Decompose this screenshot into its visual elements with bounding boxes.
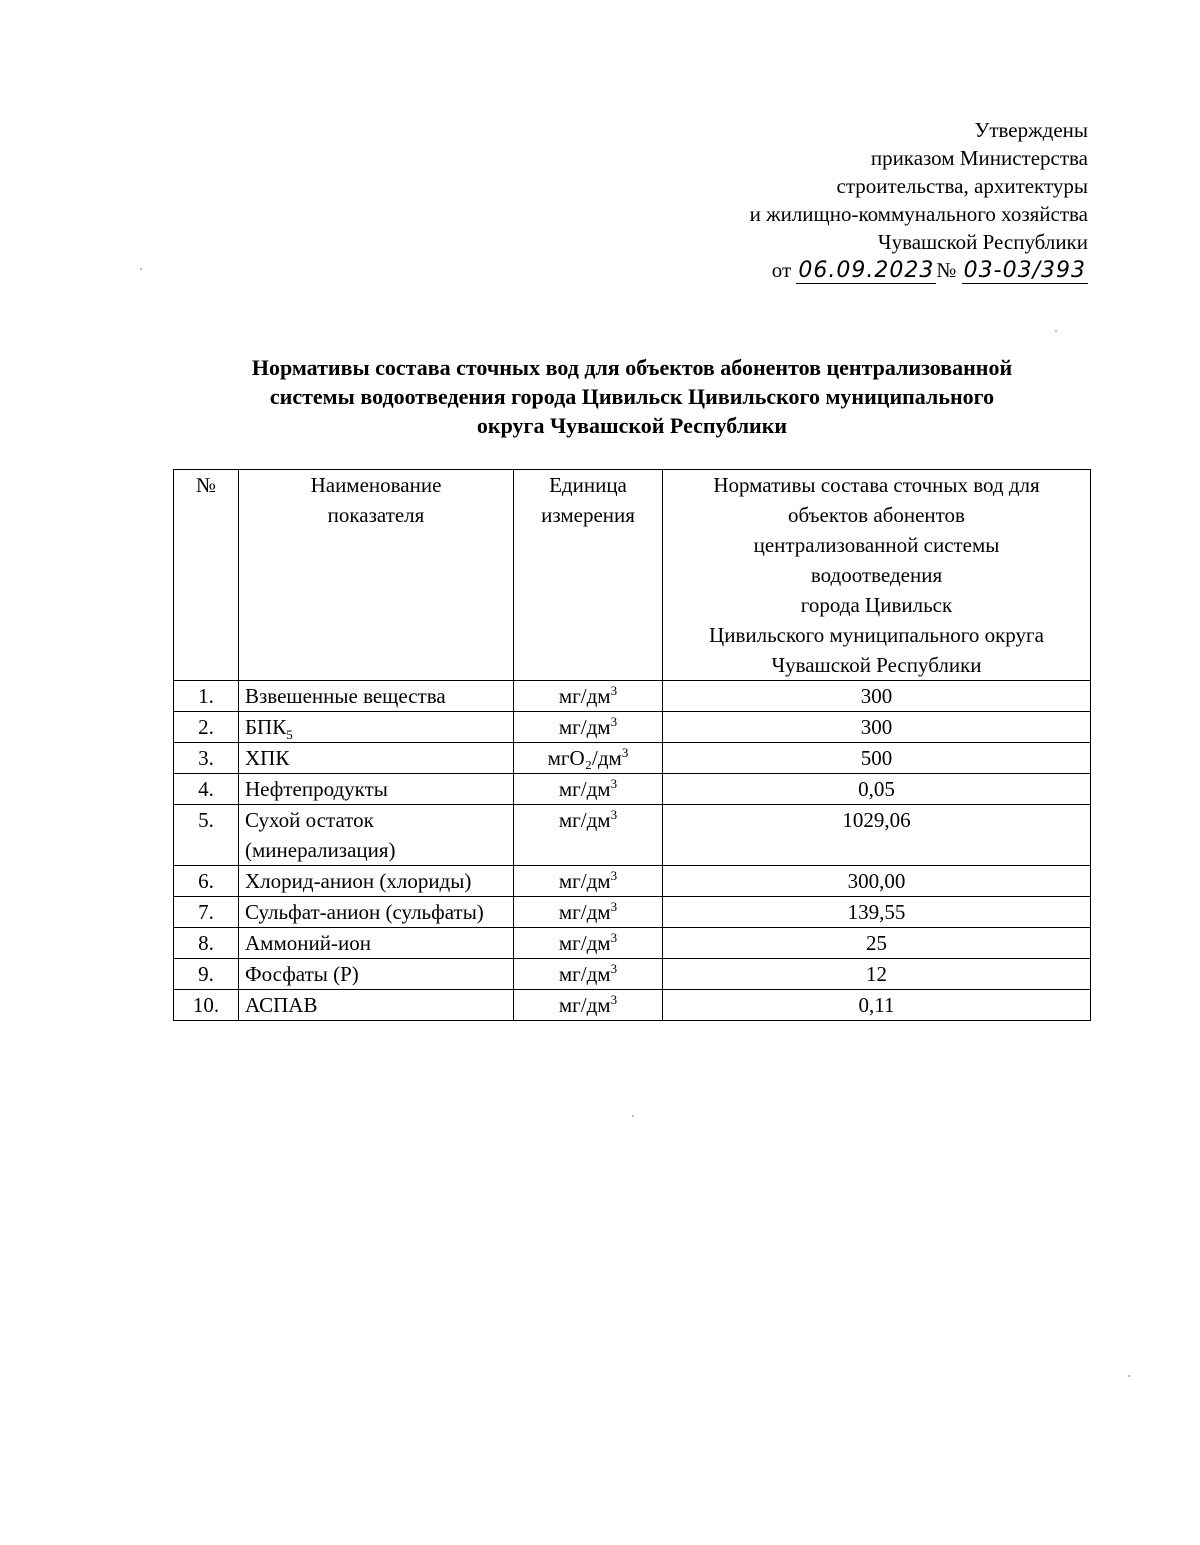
row-name [239, 990, 514, 1021]
row-value: 0,05 [663, 774, 1091, 805]
row-unit [514, 805, 663, 866]
number-prefix: № [936, 258, 957, 282]
header-norm [663, 470, 1091, 681]
row-value: 300 [663, 681, 1091, 712]
header-norm-line: Чувашской Республики [771, 653, 982, 677]
row-name-text: АСПАВ [245, 993, 318, 1017]
header-norm-line: водоотведения [810, 563, 943, 587]
row-unit [514, 712, 663, 743]
row-name [239, 681, 514, 712]
row-unit-superscript: 3 [610, 868, 618, 883]
row-unit [514, 866, 663, 897]
approval-line: приказом Министерства [870, 146, 1088, 170]
row-num: 1. [174, 681, 239, 712]
title-line: округа Чувашской Республики [476, 413, 788, 438]
document-title [150, 353, 1114, 440]
row-unit-text: мг/дм [558, 684, 611, 708]
table-row [174, 743, 1091, 774]
scan-speck [1128, 1375, 1130, 1377]
handwritten-number: 03-03/393 [963, 258, 1086, 283]
scan-speck [632, 1115, 634, 1117]
table-body [174, 681, 1091, 1021]
row-unit-text: мг/дм [558, 900, 611, 924]
row-unit [514, 897, 663, 928]
header-unit-line: Единица [549, 473, 627, 497]
header-norm-line: Нормативы состава сточных вод для [713, 473, 1040, 497]
row-name-text: Хлорид-анион (хлориды) [245, 869, 472, 893]
row-value: 500 [663, 743, 1091, 774]
row-unit [514, 959, 663, 990]
table-row [174, 866, 1091, 897]
row-name [239, 928, 514, 959]
header-unit [514, 470, 663, 681]
row-value: 25 [663, 928, 1091, 959]
row-unit [514, 681, 663, 712]
table-row [174, 774, 1091, 805]
row-unit [514, 990, 663, 1021]
row-name-subscript: 5 [286, 727, 293, 743]
row-name-text: ХПК [245, 746, 290, 770]
header-name-line: Наименование [310, 473, 442, 497]
handwritten-date: 06.09.2023 [798, 258, 935, 283]
row-unit-superscript: 3 [610, 683, 618, 698]
row-name [239, 774, 514, 805]
row-name-text: БПК [245, 715, 287, 739]
header-name [239, 470, 514, 681]
from-prefix: от [771, 258, 792, 282]
norms-table [173, 469, 1091, 1021]
row-unit-superscript: 3 [610, 776, 618, 791]
row-unit-superscript: 3 [610, 930, 618, 945]
approval-block [750, 116, 1088, 285]
approval-line: и жилищно-коммунального хозяйства [749, 202, 1088, 226]
row-value: 12 [663, 959, 1091, 990]
row-unit-text: мгО₂/дм [547, 746, 622, 770]
row-num: 4. [174, 774, 239, 805]
row-unit-text: мг/дм [558, 931, 611, 955]
row-num: 9. [174, 959, 239, 990]
table-row [174, 897, 1091, 928]
row-value: 1029,06 [663, 805, 1091, 866]
row-num: 8. [174, 928, 239, 959]
row-name-text: Сухой остаток (минерализация) [245, 808, 396, 862]
header-norm-line: централизованной системы [753, 533, 1000, 557]
order-date-number [750, 256, 1088, 285]
row-name [239, 712, 514, 743]
row-name [239, 743, 514, 774]
row-unit-superscript: 3 [610, 714, 618, 729]
scan-speck [1055, 330, 1057, 332]
row-name-text: Нефтепродукты [245, 777, 388, 801]
table-row [174, 959, 1091, 990]
approval-line: Чувашской Республики [877, 230, 1088, 254]
row-value: 0,11 [663, 990, 1091, 1021]
row-value: 300,00 [663, 866, 1091, 897]
row-value: 300 [663, 712, 1091, 743]
table-row [174, 928, 1091, 959]
row-num: 10. [174, 990, 239, 1021]
row-name [239, 805, 514, 866]
row-num: 2. [174, 712, 239, 743]
row-unit-text: мг/дм [558, 715, 611, 739]
table-row [174, 681, 1091, 712]
row-name-text: Взвешенные вещества [245, 684, 446, 708]
header-norm-line: города Цивильск [800, 593, 953, 617]
row-unit-text: мг/дм [558, 869, 611, 893]
row-name-text: Сульфат-анион (сульфаты) [245, 900, 484, 924]
row-unit [514, 743, 663, 774]
row-unit-superscript: 3 [610, 961, 618, 976]
header-name-line: показателя [327, 503, 425, 527]
row-unit-text: мг/дм [558, 777, 611, 801]
row-num: 5. [174, 805, 239, 866]
row-num: 7. [174, 897, 239, 928]
header-unit-line: измерения [541, 503, 635, 527]
title-line: Нормативы состава сточных вод для объектов абонентов централизованной [251, 355, 1013, 380]
row-unit-text: мг/дм [558, 993, 611, 1017]
table-row [174, 990, 1091, 1021]
row-unit-superscript: 3 [610, 992, 618, 1007]
scan-speck [140, 268, 142, 270]
row-num: 3. [174, 743, 239, 774]
table-header-row [174, 470, 1091, 681]
approval-line: строительства, архитектуры [836, 174, 1088, 198]
header-norm-line: объектов абонентов [788, 503, 965, 527]
row-unit-text: мг/дм [558, 962, 611, 986]
row-name [239, 959, 514, 990]
row-num: 6. [174, 866, 239, 897]
header-norm-line: Цивильского муниципального округа [709, 623, 1044, 647]
row-name [239, 897, 514, 928]
approval-line: Утверждены [974, 118, 1088, 142]
row-value: 139,55 [663, 897, 1091, 928]
row-unit [514, 774, 663, 805]
row-unit-text: мг/дм [558, 808, 611, 832]
row-unit-superscript: 3 [621, 745, 629, 760]
row-unit-superscript: 3 [610, 807, 618, 822]
table-row [174, 712, 1091, 743]
row-name-text: Аммоний-ион [245, 931, 371, 955]
header-num: № [174, 470, 239, 681]
row-unit-superscript: 3 [610, 899, 618, 914]
row-unit [514, 928, 663, 959]
title-line: системы водоотведения города Цивильск Цивильского муниципального [269, 384, 995, 409]
row-name-text: Фосфаты (Р) [245, 962, 359, 986]
row-name [239, 866, 514, 897]
table-row [174, 805, 1091, 866]
